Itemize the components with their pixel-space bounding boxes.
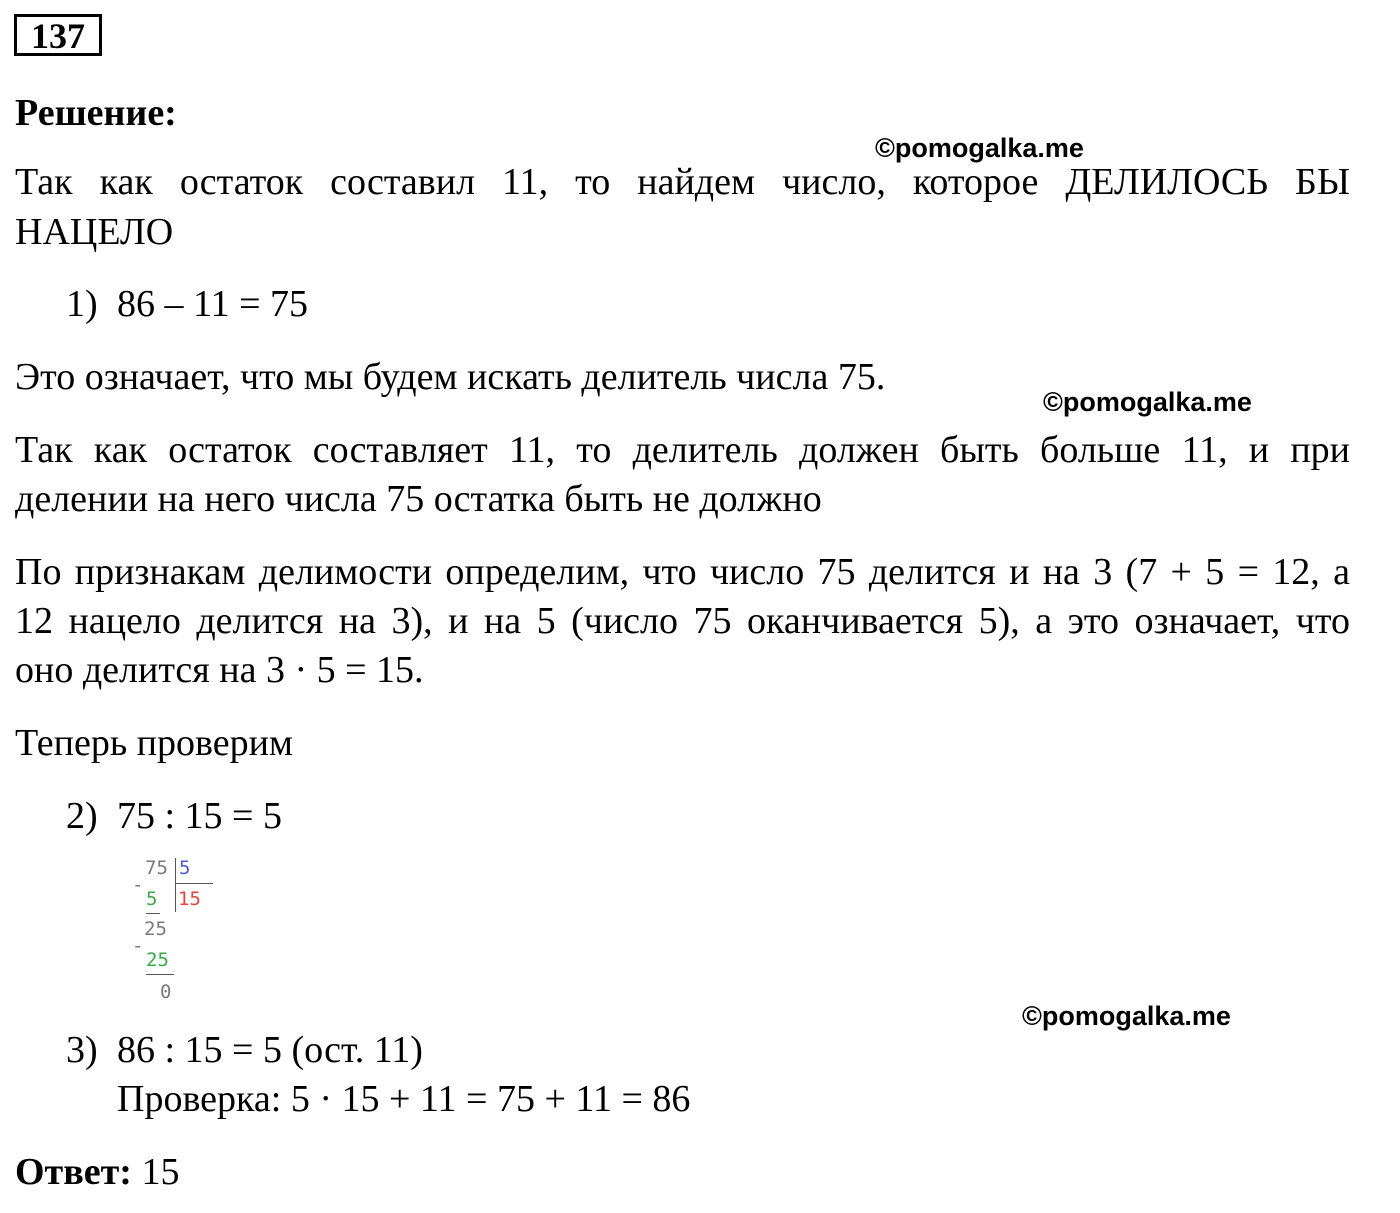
ld-remainder-1: 25 [144, 918, 167, 940]
check-heading: Теперь проверим [15, 722, 293, 764]
ld-remainder-2: 0 [160, 981, 172, 1003]
ld-rule-2 [146, 974, 174, 975]
ld-vertical-rule [175, 858, 176, 912]
ld-subtract-2: 25 [146, 949, 169, 971]
divisor-line-2: делении на него числа 75 остатка быть не должно [15, 478, 822, 520]
criteria-line-2: 12 нацело делится на 3), и на 5 (число 75 оканчивается 5), а это означает, что [15, 600, 1350, 642]
divisor-line-1: Так как остаток составляет 11, то делитель должен быть больше 11, и при [15, 429, 1350, 471]
answer [15, 1148, 179, 1197]
ld-quotient-rule [175, 883, 213, 884]
criteria-line-3: оно делится на 3 · 5 = 15. [15, 649, 424, 691]
step-3-check: Проверка: 5 · 15 + 11 = 75 + 11 = 86 [117, 1078, 691, 1120]
meaning-text: Это означает, что мы будем искать делитель числа 75. [15, 356, 886, 398]
criteria-line-1: По признакам делимости определим, что число 75 делится и на 3 (7 + 5 = 12, а [15, 551, 1350, 593]
step-2-number: 2) [66, 795, 98, 837]
ld-divisor: 5 [179, 857, 191, 879]
intro-line-1: Так как остаток составил 11, то найдем число, которое ДЕЛИЛОСЬ БЫ [15, 161, 1350, 203]
long-division [130, 855, 230, 1005]
intro-line-2: НАЦЕЛО [15, 211, 174, 253]
ld-dividend: 75 [145, 857, 168, 879]
answer-value: 15 [141, 1151, 180, 1193]
ld-minus-1: - [132, 874, 144, 896]
watermark-1: ©pomogalka.me [875, 133, 1084, 163]
step-1-number: 1) [66, 283, 98, 325]
ld-subtract-1: 5 [146, 888, 158, 910]
answer-label: Ответ: [15, 1151, 132, 1193]
watermark-2: ©pomogalka.me [1043, 387, 1252, 417]
step-3-expression: 86 : 15 = 5 (ост. 11) [117, 1029, 423, 1071]
ld-minus-2: - [132, 935, 144, 957]
step-3-number: 3) [66, 1029, 98, 1071]
watermark-3: ©pomogalka.me [1022, 1001, 1231, 1031]
solution-heading: Решение: [15, 92, 177, 134]
step-1-expression: 86 – 11 = 75 [117, 283, 309, 325]
ld-rule-1 [146, 913, 160, 914]
step-2-expression: 75 : 15 = 5 [117, 795, 282, 837]
ld-quotient: 15 [178, 888, 201, 910]
problem-number: 137 [14, 14, 102, 56]
